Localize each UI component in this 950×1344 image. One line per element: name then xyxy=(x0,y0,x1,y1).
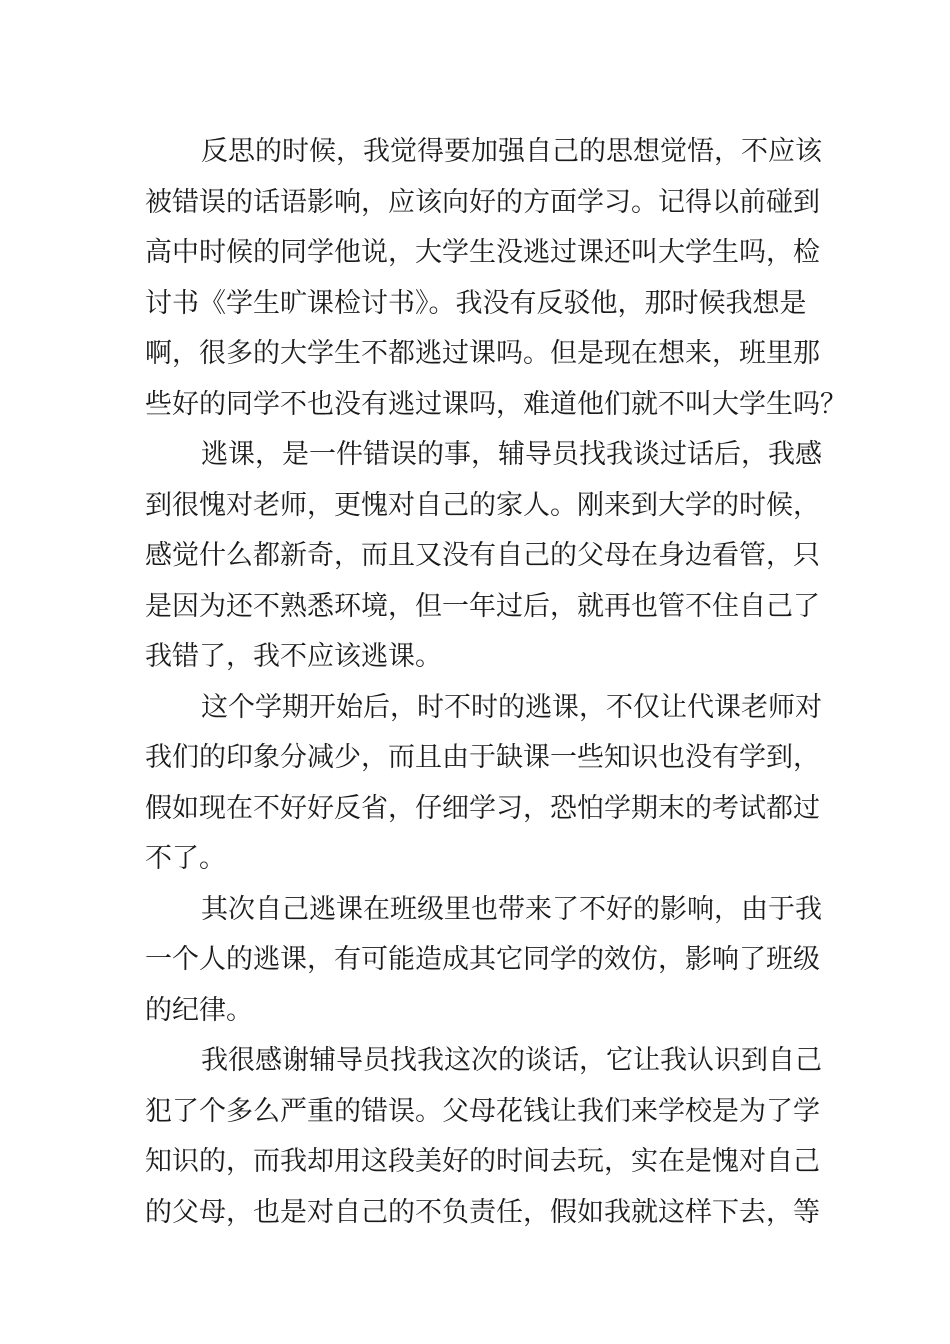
text-line: 的纪律。 xyxy=(145,994,253,1026)
text-line: 感觉什么都新奇，而且又没有自己的父母在身边看管，只 xyxy=(145,540,820,571)
text-line: 我错了，我不应该逃课。 xyxy=(145,641,442,672)
text-line: 我们的印象分减少，而且由于缺课一些知识也没有学到， xyxy=(145,742,820,773)
text-line: 到很愧对老师，更愧对自己的家人。刚来到大学的时候， xyxy=(145,489,820,521)
paragraph-4 xyxy=(145,885,822,1037)
paragraph-2 xyxy=(145,430,822,683)
text-line: 是因为还不熟悉环境，但一年过后，就再也管不住自己了 xyxy=(145,590,820,622)
text-line: 高中时候的同学他说，大学生没逃过课还叫大学生吗，检 xyxy=(145,237,820,268)
text-line: 啊，很多的大学生不都逃过课吗。但是现在想来，班里那 xyxy=(145,338,820,369)
text-line: 反思的时候，我觉得要加强自己的思想觉悟，不应该 xyxy=(201,136,822,167)
text-line: 的父母，也是对自己的不负责任，假如我就这样下去，等 xyxy=(145,1196,820,1228)
text-line: 我很感谢辅导员找我这次的谈话，它让我认识到自己 xyxy=(201,1045,822,1076)
text-line: 犯了个多么严重的错误。父母花钱让我们来学校是为了学 xyxy=(145,1095,820,1127)
text-line: 不了。 xyxy=(145,843,226,874)
text-line: 被错误的话语影响，应该向好的方面学习。记得以前碰到 xyxy=(145,186,820,218)
text-line: 些好的同学不也没有逃过课吗，难道他们就不叫大学生吗？ xyxy=(145,388,847,420)
text-line: 假如现在不好好反省，仔细学习，恐怕学期末的考试都过 xyxy=(145,792,820,824)
text-line: 这个学期开始后，时不时的逃课，不仅让代课老师对 xyxy=(201,691,822,723)
paragraph-5 xyxy=(145,1036,822,1238)
text-line: 逃课，是一件错误的事，辅导员找我谈过话后，我感 xyxy=(201,439,822,470)
paragraph-1 xyxy=(145,127,847,430)
document-body xyxy=(145,127,847,1238)
text-line: 一个人的逃课，有可能造成其它同学的效仿，影响了班级 xyxy=(145,944,820,975)
text-line: 知识的，而我却用这段美好的时间去玩，实在是愧对自己 xyxy=(145,1146,820,1177)
paragraph-3 xyxy=(145,683,822,885)
text-line: 讨书《学生旷课检讨书》。我没有反驳他，那时候我想是 xyxy=(145,287,807,319)
text-line: 其次自己逃课在班级里也带来了不好的影响，由于我 xyxy=(201,893,822,925)
